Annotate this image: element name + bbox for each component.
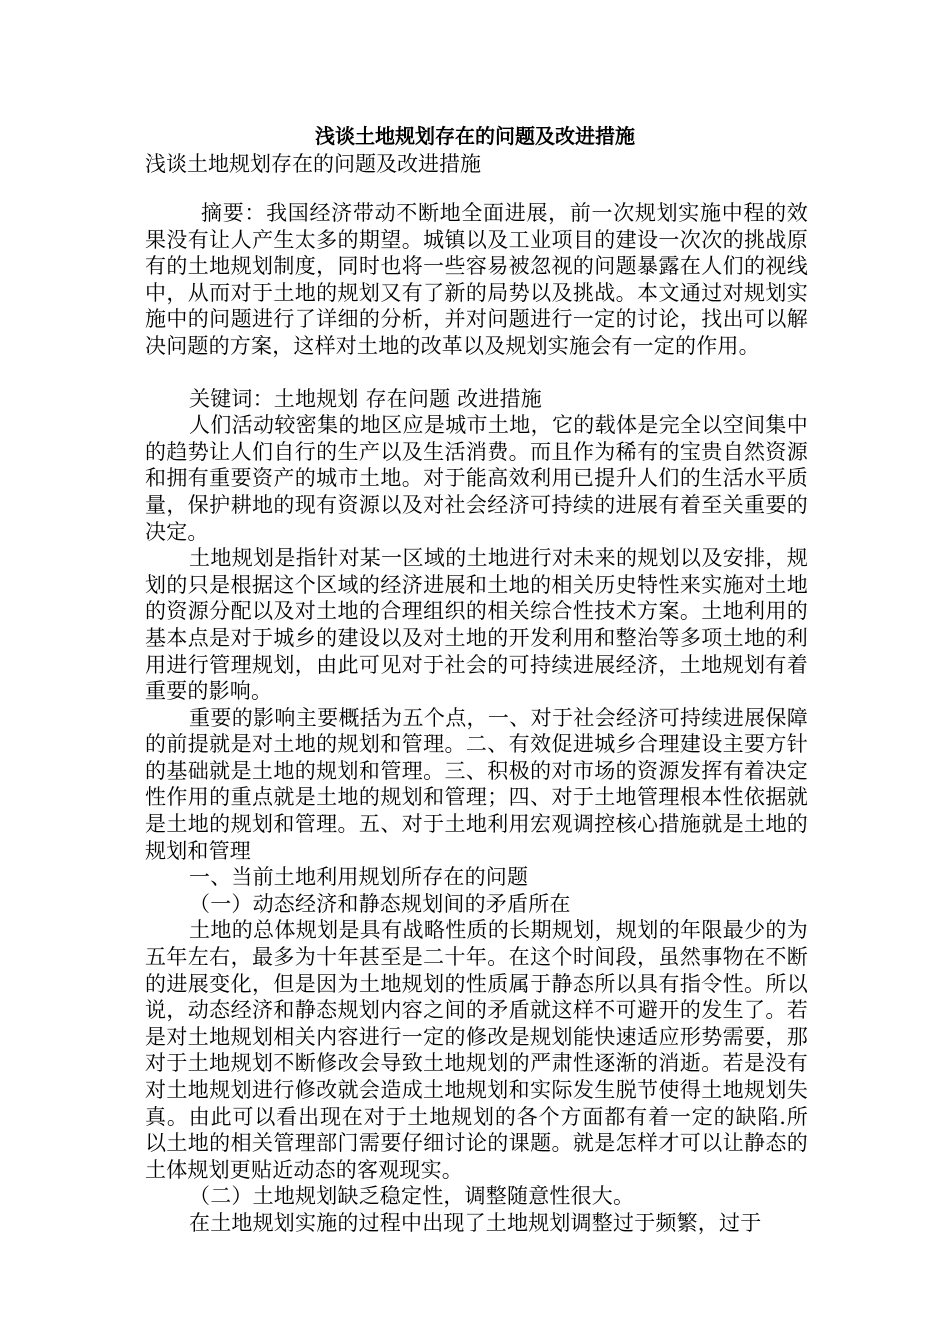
document-subtitle: 浅谈土地规划存在的问题及改进措施 bbox=[145, 152, 481, 176]
body-paragraph: 人们活动较密集的地区应是城市土地，它的载体是完全以空间集中的趋势让人们自行的生产以及生活消费。而且作为稀有的宝贵自然资源和拥有重要资产的城市土地。对于能高效利用已提升人们的生活水平质量，保护耕地的现有资源以及对社会经济可持续的进展有着至关重要的决定。 bbox=[145, 413, 808, 544]
section-heading: 一、当前土地利用规划所存在的问题 bbox=[189, 865, 529, 890]
body-paragraph: 土地规划是指针对某一区域的土地进行对未来的规划以及安排，规划的只是根据这个区域的经济进展和土地的相关历史特性来实施对土地的资源分配以及对土地的合理组织的相关综合性技术方案。土地利用的基本点是对于城乡的建设以及对土地的开发利用和整治等多项土地的利用进行管理规划，由此可见对于社会的可持续进展经济，土地规划有着重要的影响。 bbox=[145, 546, 808, 704]
document-body bbox=[145, 200, 808, 1237]
subsection-heading: （二）土地规划缺乏稳定性，调整随意性很大。 bbox=[189, 1184, 635, 1209]
subsection-heading: （一）动态经济和静态规划间的矛盾所在 bbox=[189, 891, 571, 916]
abstract-paragraph: 摘要：我国经济带动不断地全面进展，前一次规划实施中程的效果没有让人产生太多的期望。城镇以及工业项目的建设一次次的挑战原有的土地规划制度，同时也将一些容易被忽视的问题暴露在人们的视线中，从而对于土地的规划又有了新的局势以及挑战。本文通过对规划实施中的问题进行了详细的分析，并对问题进行一定的讨论，找出可以解决问题的方案，这样对土地的改革以及规划实施会有一定的作用。 bbox=[145, 201, 808, 358]
body-paragraph: 重要的影响主要概括为五个点，一、对于社会经济可持续进展保障的前提就是对土地的规划和管理。二、有效促进城乡合理建设主要方针的基础就是土地的规划和管理。三、积极的对市场的资源发挥有着决定性作用的重点就是土地的规划和管理；四、对于土地管理根本性依据就是土地的规划和管理。五、对于土地利用宏观调控核心措施就是土地的规划和管理 bbox=[145, 705, 808, 863]
keywords-line: 关键词：土地规划 存在问题 改进措施 bbox=[189, 386, 542, 411]
document-title: 浅谈土地规划存在的问题及改进措施 bbox=[315, 124, 635, 148]
body-paragraph: 土地的总体规划是具有战略性质的长期规划，规划的年限最少的为五年左右，最多为十年甚至是二十年。在这个时间段，虽然事物在不断的进展变化，但是因为土地规划的性质属于静态所以具有指令性。所以说，动态经济和静态规划内容之间的矛盾就这样不可避开的发生了。若是对土地规划相关内容进行一定的修改是规划能快速适应形势需要，那对于土地规划不断修改会导致土地规划的严肃性逐渐的消逝。若是没有对土地规划进行修改就会造成土地规划和实际发生脱节使得土地规划失真。由此可以看出现在对于土地规划的各个方面都有着一定的缺陷.所以土地的相关管理部门需要仔细讨论的课题。就是怎样才可以让静态的土体规划更贴近动态的客观现实。 bbox=[145, 918, 808, 1182]
body-paragraph: 在土地规划实施的过程中出现了土地规划调整过于频繁，过于 bbox=[189, 1210, 762, 1235]
